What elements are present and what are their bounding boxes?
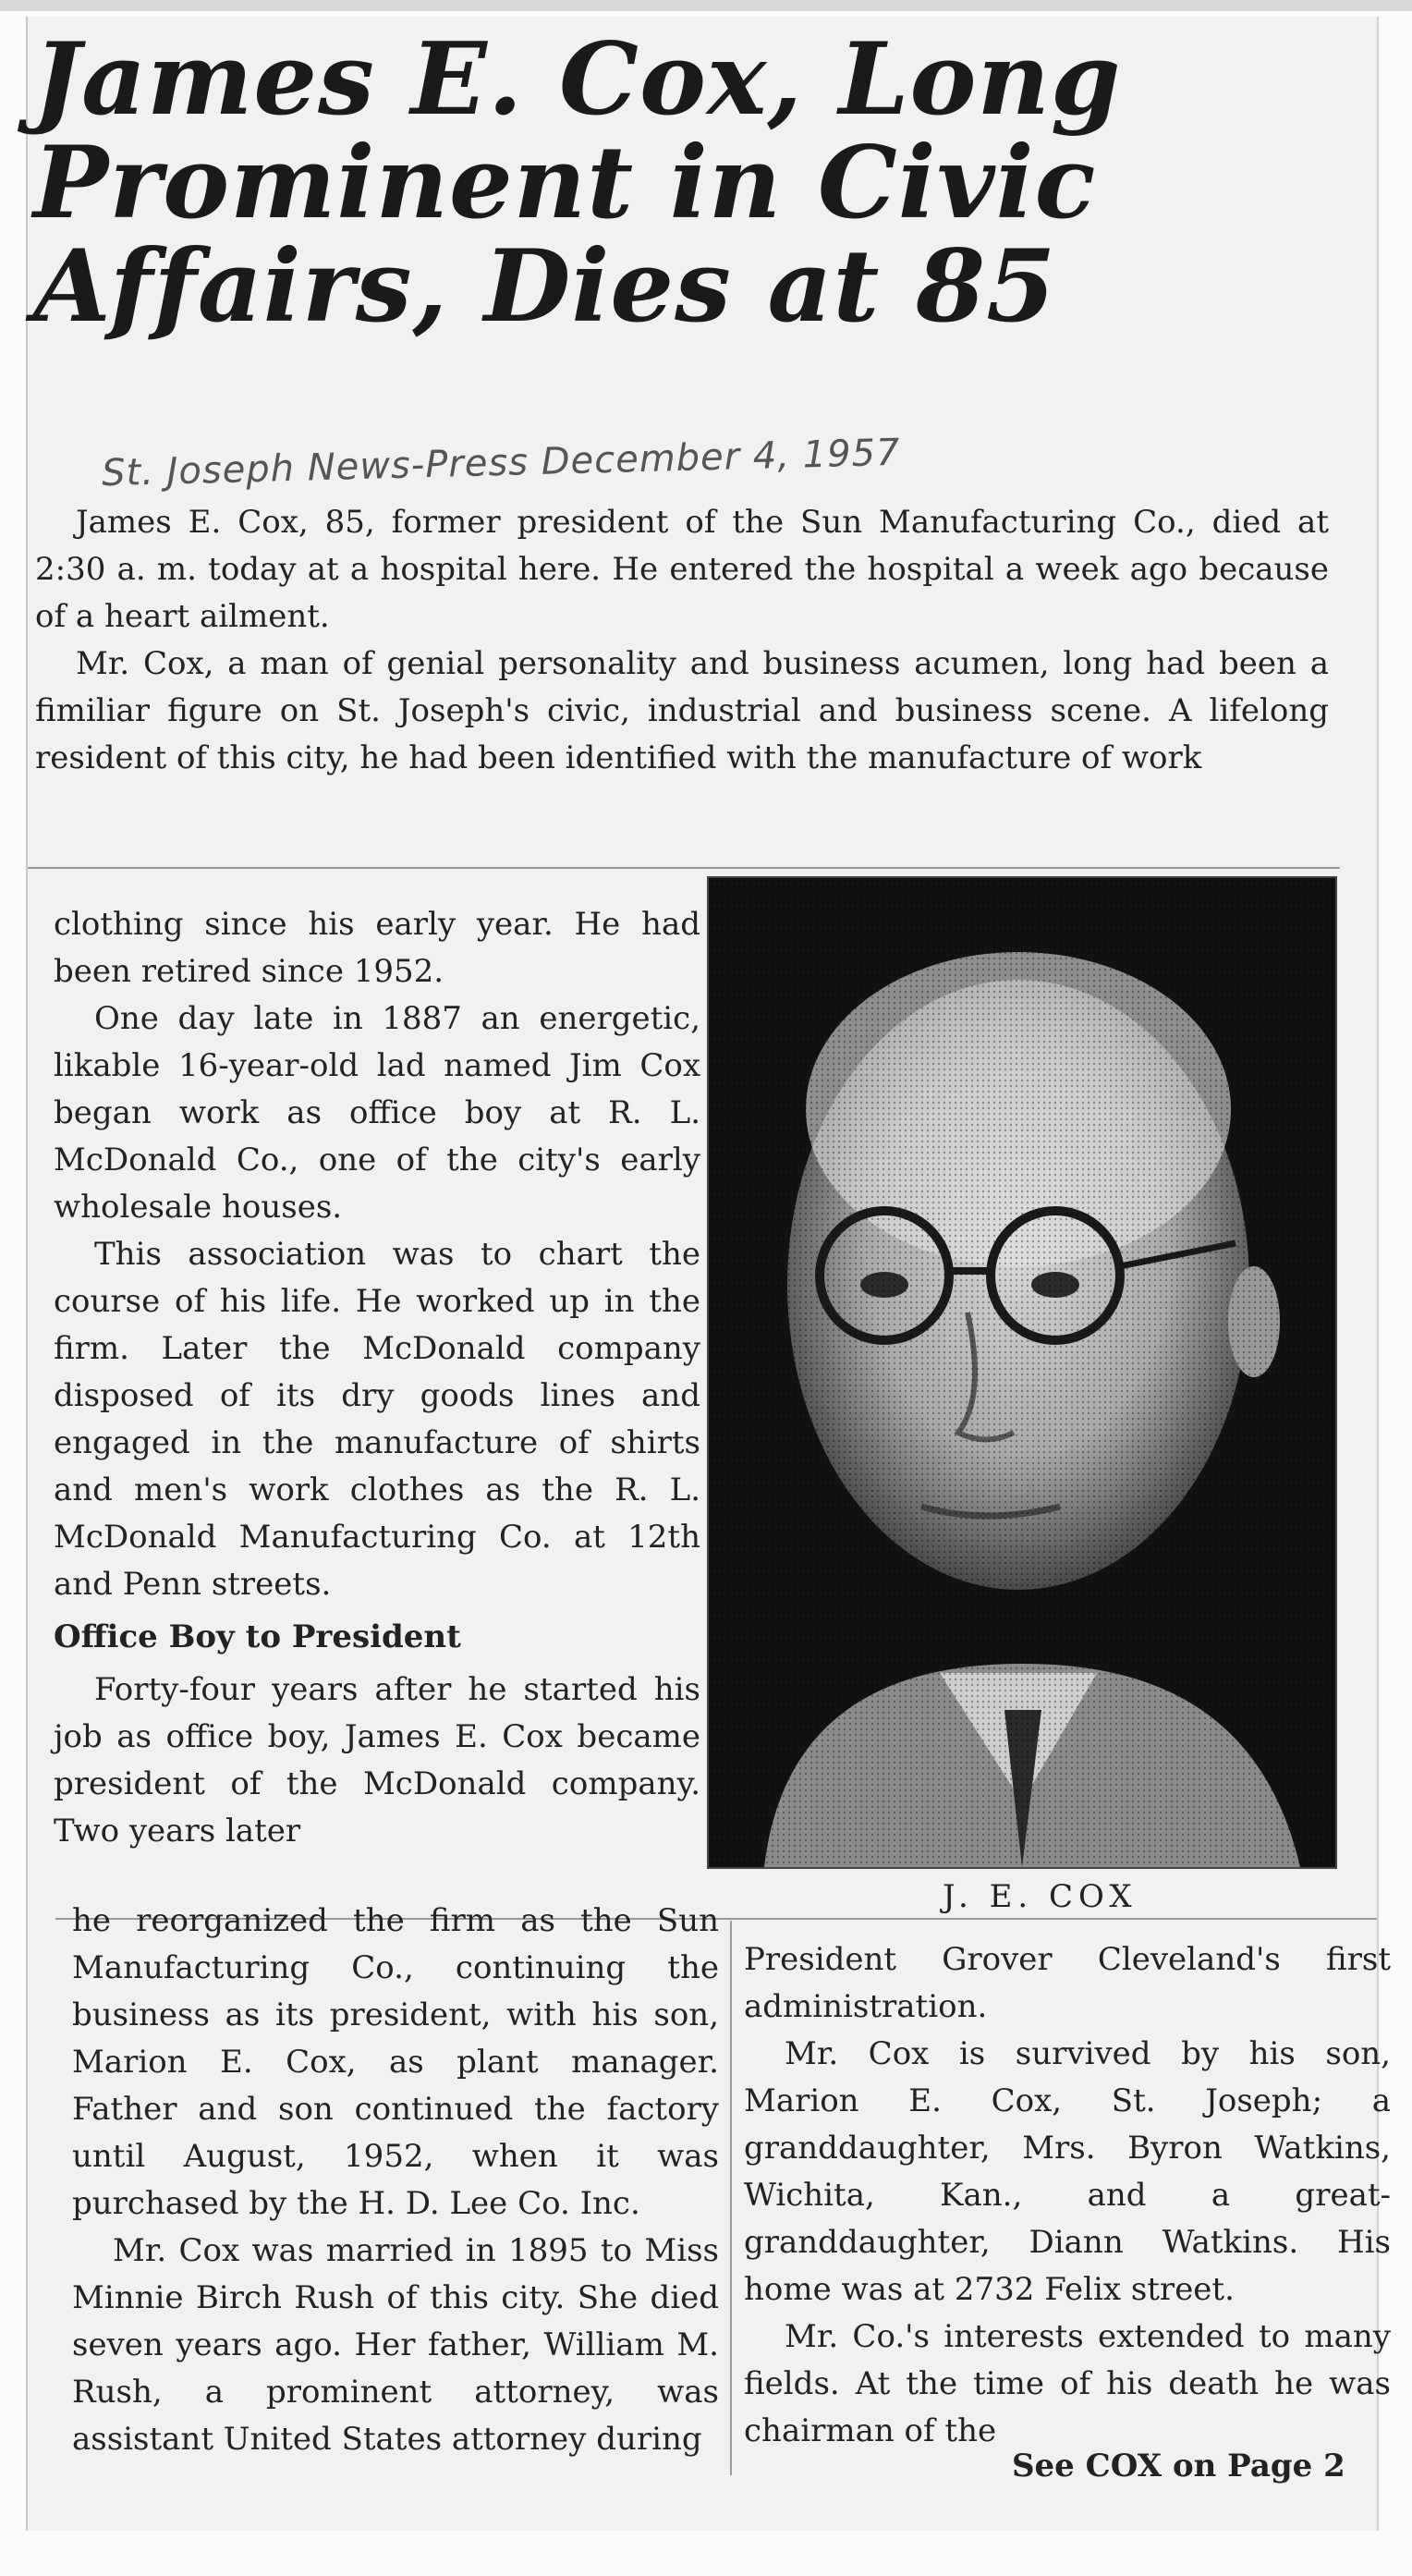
body-paragraph: Forty-four years after he started his job as office boy, James E. Cox became president of the McDonald company. Two years later [54, 1671, 700, 1850]
body-paragraph: he reorganized the firm as the Sun Manufacturing Co., continuing the business as its president, with his son, Marion E. Cox, as plant manager. Father and son continued the factory until August, 1952, when it was purchased by the H. D. Lee Co. Inc. [72, 1902, 719, 2222]
lead-paragraph-2: Mr. Cox, a man of genial personality and business acumen, long had been a fimiliar figure on St. Joseph's civic, industrial and business scene. A lifelong resident of this city, he had been identified with the manufacture of work [35, 645, 1329, 776]
body-paragraph: This association was to chart the course of his life. He worked up in the firm. Later the McDonald company disposed of its dry goods lines and engaged in the manufacture of shirts and men's work clothes as the R. L. McDonald Manufacturing Co. at 12th and Penn streets. [54, 1236, 700, 1603]
body-paragraph: President Grover Cleveland's first administration. [744, 1941, 1391, 2025]
portrait-photo [707, 876, 1337, 1869]
body-paragraph: One day late in 1887 an energetic, likable 16-year-old lad named Jim Cox began work as office boy at R. L. McDonald Co., one of the city's early wholesale houses. [54, 1000, 700, 1226]
body-paragraph: Mr. Co.'s interests extended to many fields. At the time of his death he was chairman of the [744, 2318, 1391, 2449]
photo-caption: J. E. COX [943, 1878, 1138, 1915]
headline-line-1: James E. Cox, Long [33, 21, 1122, 138]
subheading: Office Boy to President [54, 1618, 461, 1655]
headline-line-3: Affairs, Dies at 85 [33, 228, 1057, 345]
column-rule [28, 867, 1340, 869]
scan-edge [0, 0, 1412, 11]
left-column-bottom [72, 1898, 719, 2463]
right-column-bottom [744, 1936, 1391, 2455]
column-divider [730, 1921, 732, 2475]
body-paragraph: Mr. Cox was married in 1895 to Miss Minnie Birch Rush of this city. She died seven years ago. Her father, William M. Rush, a prominent attorney, was assistant United States attorney during [72, 2232, 719, 2458]
handwritten-dateline: St. Joseph News-Press December 4, 1957 [101, 431, 902, 495]
body-paragraph: clothing since his early year. He had been retired since 1952. [54, 906, 700, 990]
headline-line-2: Prominent in Civic [33, 125, 1097, 241]
lead-paragraph-1: James E. Cox, 85, former president of the Sun Manufacturing Co., died at 2:30 a. m. today at a hospital here. He entered the hospital a week ago because of a heart ailment. [35, 504, 1329, 635]
continuation-note: See COX on Page 2 [1012, 2448, 1345, 2484]
left-column-top [54, 901, 700, 1855]
body-paragraph: Mr. Cox is survived by his son, Marion E. Cox, St. Joseph; a granddaughter, Mrs. Byron Watkins, Wichita, Kan., and a great-granddaughter, Diann Watkins. His home was at 2732 Felix street. [744, 2035, 1391, 2308]
lead-paragraphs [35, 499, 1329, 782]
portrait-image [709, 878, 1335, 1867]
headline [33, 21, 1364, 345]
